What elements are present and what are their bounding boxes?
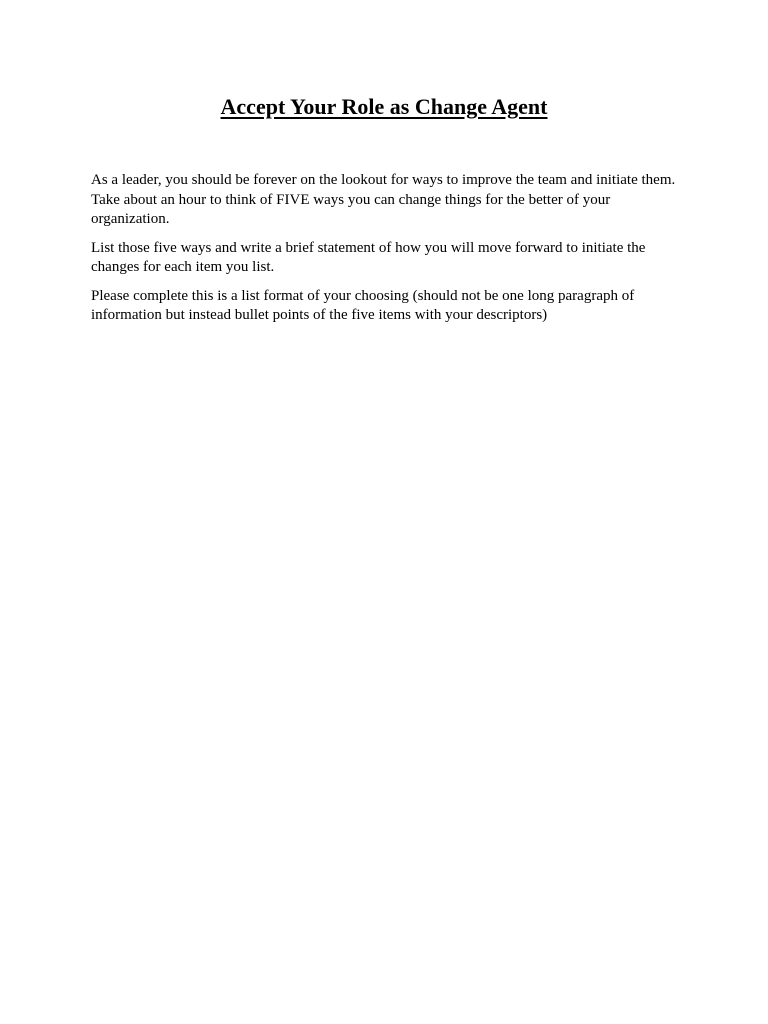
paragraph-line: information but instead bullet points of the five items with your descriptors) <box>91 307 548 323</box>
paragraph-line: changes for each item you list. <box>91 259 275 275</box>
paragraph-line: Please complete this is a list format of your choosing (should not be one long paragraph of <box>91 287 635 304</box>
paragraph-line: Take about an hour to think of FIVE ways you can change things for the better of your <box>91 191 611 208</box>
paragraph-line: List those five ways and write a brief statement of how you will move forward to initiate the <box>91 239 646 256</box>
paragraph-format-note <box>91 287 691 326</box>
paragraph-line: organization. <box>91 211 170 227</box>
paragraph-intro <box>91 171 691 230</box>
paragraph-instructions <box>91 239 691 278</box>
document-title: Accept Your Role as Change Agent <box>220 94 548 119</box>
document-body <box>91 171 691 335</box>
paragraph-line: As a leader, you should be forever on the lookout for ways to improve the team and initiate them. <box>91 172 676 188</box>
